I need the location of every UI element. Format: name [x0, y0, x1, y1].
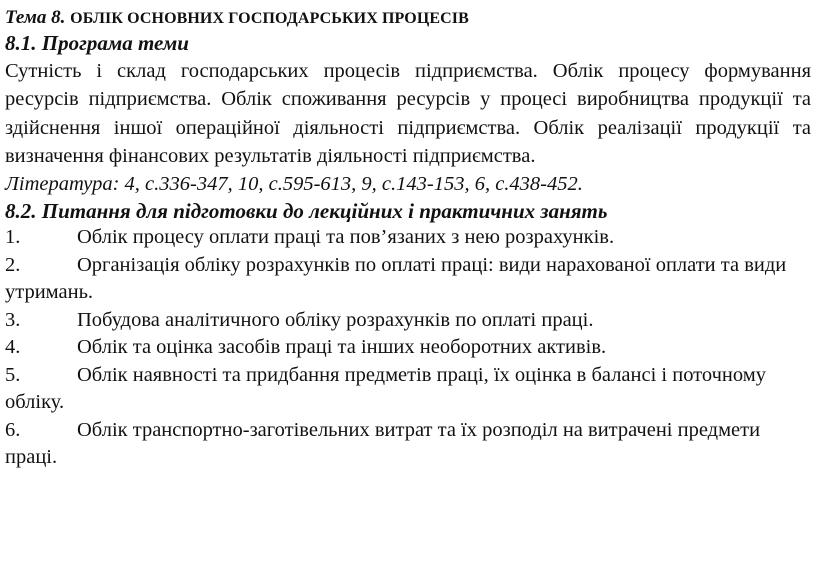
question-number: 2.: [5, 253, 21, 276]
topic-label: Тема 8.: [5, 7, 66, 28]
question-text: Облік процесу оплати праці та пов’язаних з нею розрахунків.: [77, 226, 615, 249]
question-number: 3.: [5, 308, 21, 331]
question-text: Облік та оцінка засобів праці та інших необоротних активів.: [77, 336, 607, 359]
program-heading: 8.1. Програма теми: [5, 31, 189, 55]
questions-list: [5, 224, 811, 472]
topic-heading: [5, 6, 811, 31]
question-text: Облік наявності та придбання предметів праці, їх оцінка в балансі і поточному обліку.: [5, 363, 766, 414]
list-item: [5, 417, 811, 472]
question-number: 4.: [5, 336, 21, 359]
program-text: Сутність і склад господарських процесів підприємства. Облік процесу формування ресурсів підприємства. Облік споживання ресурсів у процесі виробництва продукції та здійснення іншої операційної діяльності підприємства. Облік реалізації продукції та визначення фінансових результатів діяльності підприємства.: [5, 60, 811, 167]
literature-reference: Література: 4, с.336-347, 10, с.595-613, 9, с.143-153, 6, с.438-452.: [5, 173, 583, 196]
list-item: [5, 334, 811, 362]
list-item: [5, 307, 811, 335]
question-text: Організація обліку розрахунків по оплаті праці: види нарахованої оплати та види утримань.: [5, 253, 787, 304]
question-number: 6.: [5, 418, 21, 441]
topic-title: ОБЛІК ОСНОВНИХ ГОСПОДАРСЬКИХ ПРОЦЕСІВ: [70, 10, 469, 27]
question-number: 5.: [5, 363, 21, 386]
questions-heading: 8.2. Питання для підготовки до лекційних і практичних занять: [5, 199, 608, 224]
list-item: [5, 362, 811, 417]
question-number: 1.: [5, 226, 21, 249]
document-page: [5, 6, 811, 472]
question-text: Облік транспортно-заготівельних витрат та їх розподіл на витрачені предмети праці.: [5, 418, 761, 469]
list-item: [5, 252, 811, 307]
list-item: [5, 224, 811, 252]
question-text: Побудова аналітичного обліку розрахунків по оплаті праці.: [77, 308, 594, 331]
